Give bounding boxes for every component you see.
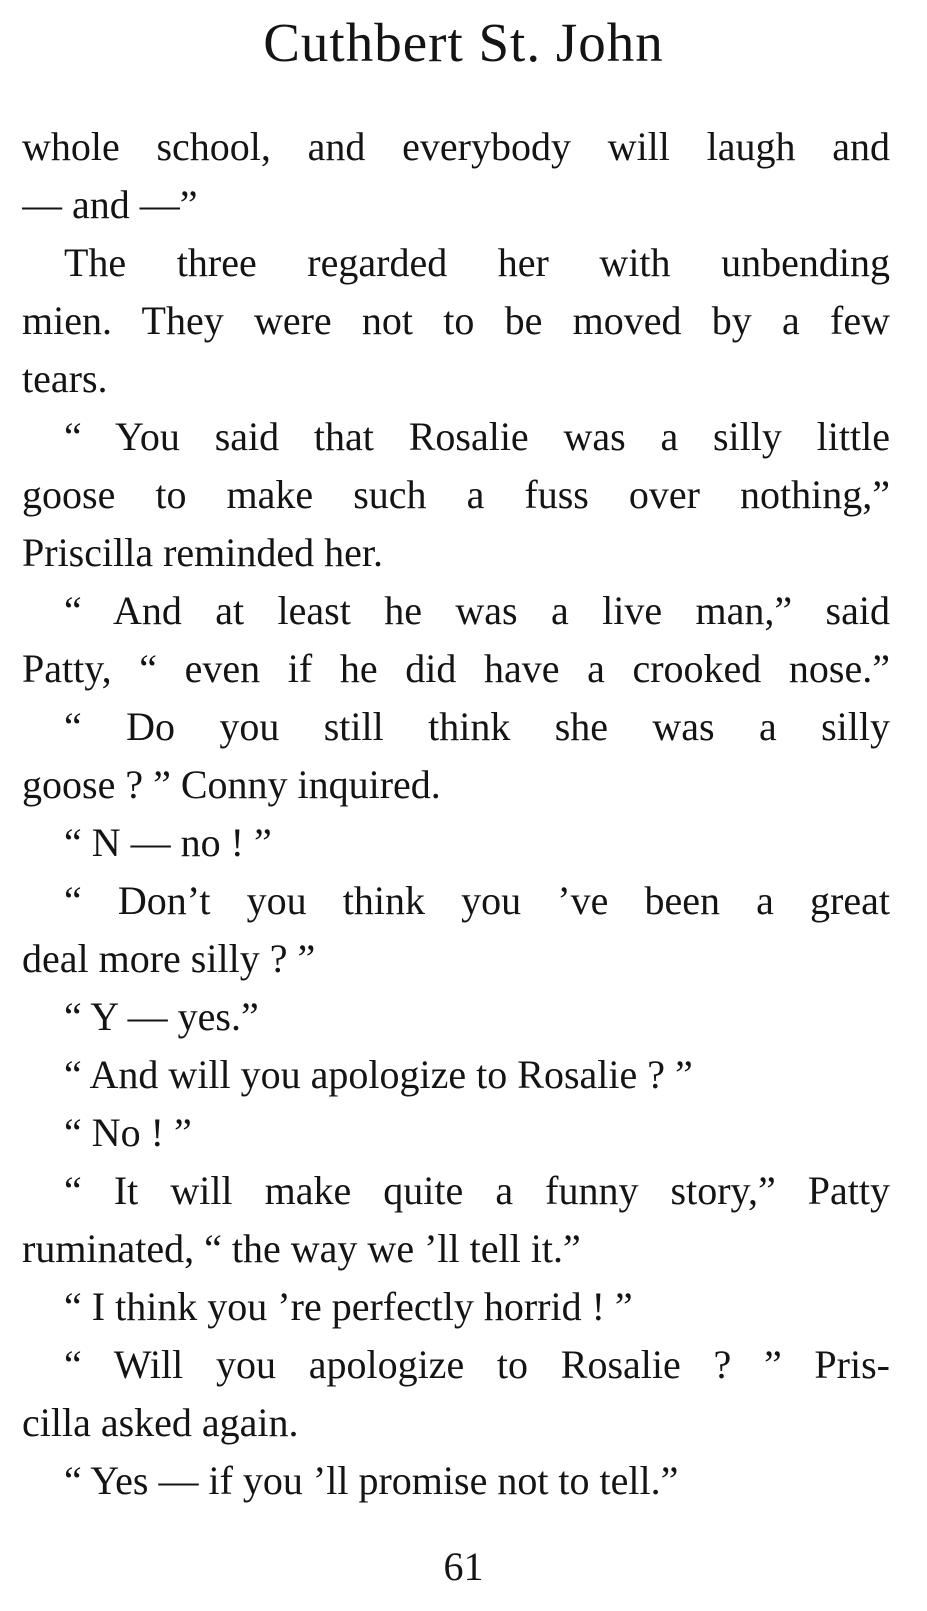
running-head: Cuthbert St. John xyxy=(263,12,664,73)
paragraph-first-line: “ No ! ” xyxy=(64,1110,192,1155)
text-line: whole school, and everybody will laugh and xyxy=(22,124,890,169)
text-line: tears. xyxy=(22,356,108,401)
paragraph-first-line: “ And at least he was a live man,” said xyxy=(64,588,890,633)
paragraph-first-line: “ N — no ! ” xyxy=(64,820,272,865)
paragraph-first-line: “ I think you ’re perfectly horrid ! ” xyxy=(64,1284,633,1329)
text-line: Patty, “ even if he did have a crooked nose.” xyxy=(22,646,890,691)
text-line: deal more silly ? ” xyxy=(22,936,316,981)
paragraph-first-line: The three regarded her with unbending xyxy=(64,240,890,285)
text-line: cilla asked again. xyxy=(22,1400,299,1445)
paragraph-first-line: “ You said that Rosalie was a silly little xyxy=(64,414,890,459)
paragraph-first-line: “ And will you apologize to Rosalie ? ” xyxy=(64,1052,693,1097)
text-line: goose ? ” Conny inquired. xyxy=(22,762,441,807)
paragraph-first-line: “ Do you still think she was a silly xyxy=(64,704,890,749)
paragraph-first-line: “ Yes — if you ’ll promise not to tell.” xyxy=(64,1458,679,1503)
paragraph-first-line: “ It will make quite a funny story,” Patty xyxy=(64,1168,890,1213)
text-line: Priscilla reminded her. xyxy=(22,530,384,575)
text-line: goose to make such a fuss over nothing,” xyxy=(22,472,890,517)
text-line: ruminated, “ the way we ’ll tell it.” xyxy=(22,1226,581,1271)
text-line: — and —” xyxy=(22,182,198,227)
paragraph-first-line: “ Will you apologize to Rosalie ? ” Pris- xyxy=(64,1342,890,1387)
paragraph-first-line: “ Y — yes.” xyxy=(64,994,259,1039)
page-number: 61 xyxy=(443,1544,484,1589)
paragraph-first-line: “ Don’t you think you ’ve been a great xyxy=(64,878,890,923)
text-line: mien. They were not to be moved by a few xyxy=(22,298,890,343)
